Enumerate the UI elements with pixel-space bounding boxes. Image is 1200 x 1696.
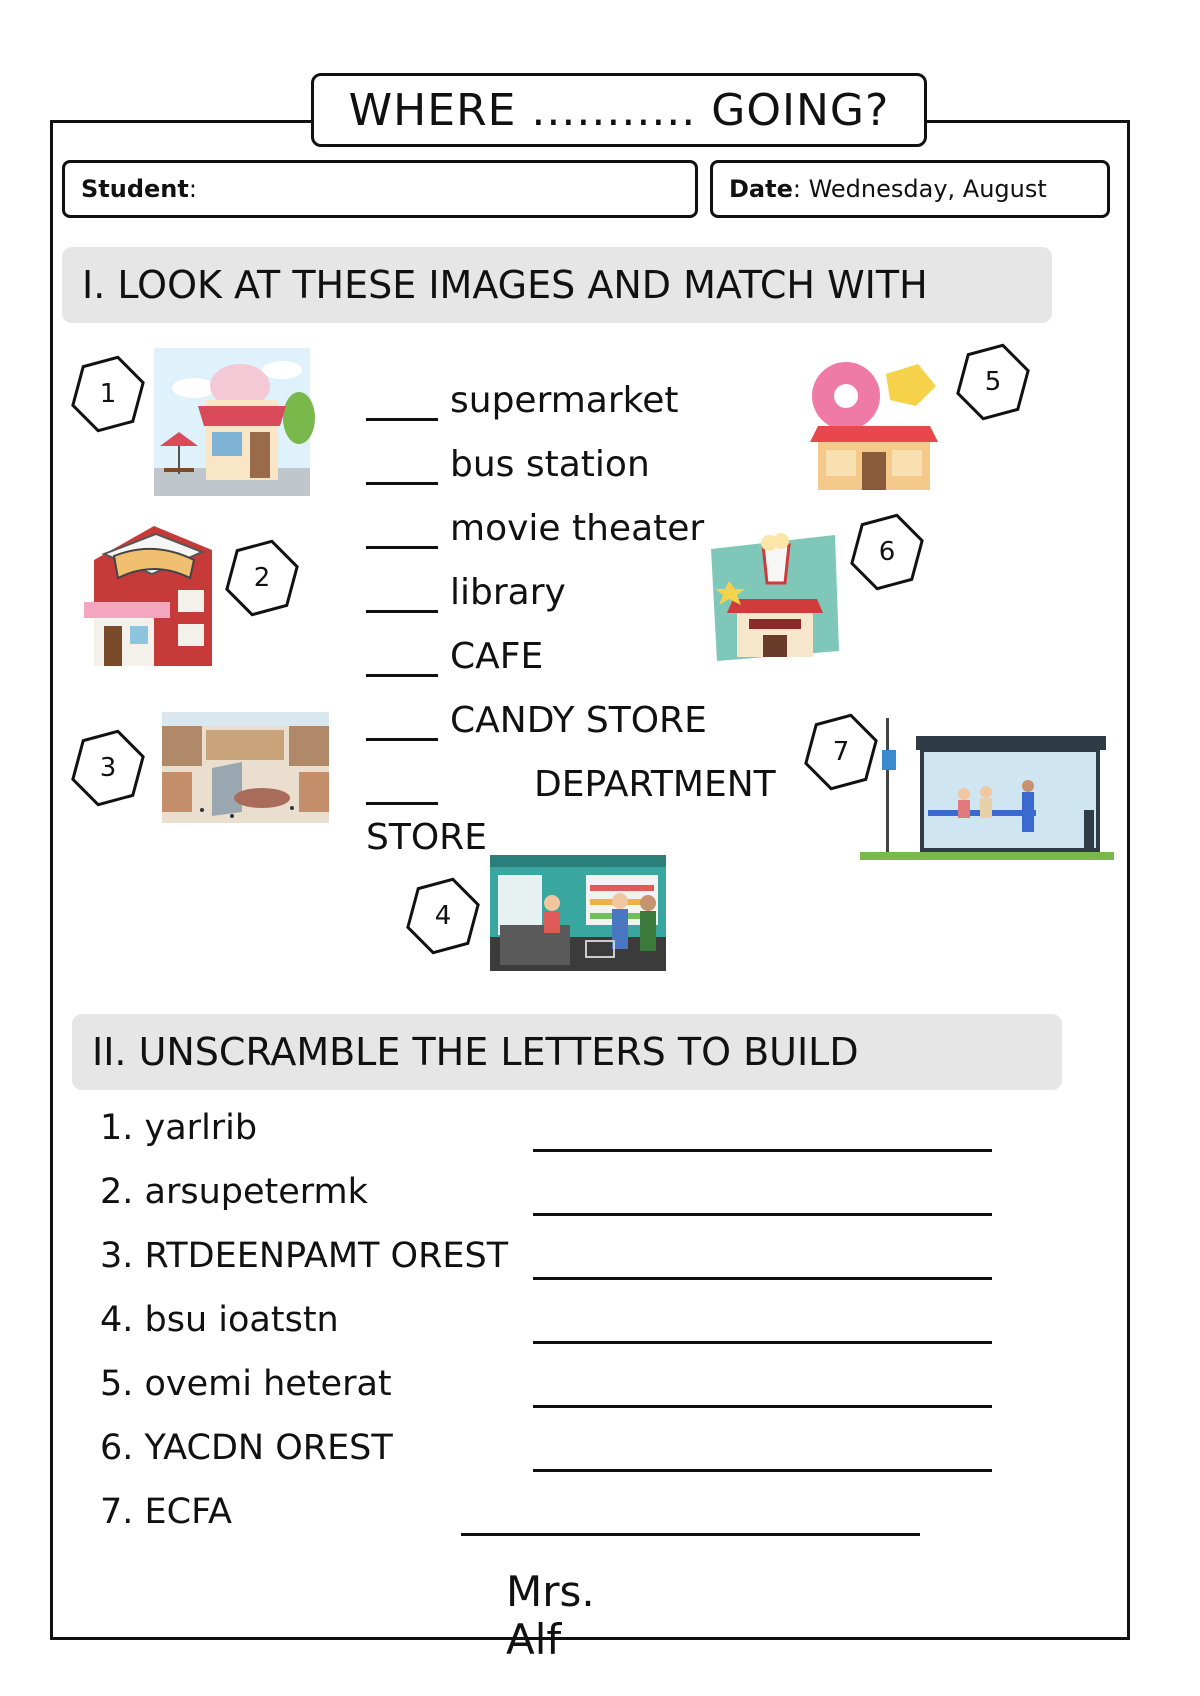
section1-heading: I. LOOK AT THESE IMAGES AND MATCH WITH [62,247,1052,323]
worksheet-title: WHERE ........... GOING? [311,73,927,147]
supermarket-picture [490,855,666,971]
date-field[interactable] [710,160,1110,218]
unscramble-item-4: 4. bsu ioatstn [100,1300,339,1340]
match-option-5: CAFE [366,636,543,677]
date-value: : Wednesday, August [792,175,1047,203]
number-badge-3: 3 [73,728,143,808]
answer-line-4[interactable] [533,1341,992,1344]
unscramble-item-2: 2. arsupetermk [100,1172,368,1212]
date-label: Date [729,175,793,203]
section2-heading: II. UNSCRAMBLE THE LETTERS TO BUILD [72,1014,1062,1090]
match-option-4: library [366,572,566,613]
answer-line-1[interactable] [533,1149,992,1152]
answer-blank[interactable] [366,768,438,805]
department-store-picture [162,712,329,823]
number-badge-4: 4 [408,876,478,956]
teacher-signature: Mrs. Alf [506,1567,595,1664]
number-badge-1: 1 [73,354,143,434]
answer-blank[interactable] [366,384,438,421]
unscramble-item-3: 3. RTDEENPAMT OREST [100,1236,509,1276]
library-picture [74,520,218,666]
match-option-7: DEPARTMENT [366,764,776,805]
answer-line-5[interactable] [533,1405,992,1408]
number-badge-6: 6 [852,512,922,592]
answer-blank[interactable] [366,640,438,677]
match-option-7-overflow: STORE [366,817,487,858]
unscramble-item-1: 1. yarlrib [100,1108,258,1148]
match-option-1: supermarket [366,380,679,421]
number-badge-2: 2 [227,538,297,618]
match-option-6: CANDY STORE [366,700,707,741]
student-label: Student [81,175,189,203]
match-option-3: movie theater [366,508,704,549]
answer-line-3[interactable] [533,1277,992,1280]
answer-blank[interactable] [366,576,438,613]
answer-line-6[interactable] [533,1469,992,1472]
match-option-2: bus station [366,444,650,485]
number-badge-7: 7 [806,712,876,792]
unscramble-item-5: 5. ovemi heterat [100,1364,392,1404]
student-field[interactable] [62,160,698,218]
answer-line-2[interactable] [533,1213,992,1216]
answer-blank[interactable] [366,512,438,549]
number-badge-5: 5 [958,342,1028,422]
answer-line-7[interactable] [461,1533,920,1536]
answer-blank[interactable] [366,704,438,741]
student-value: : [188,175,197,203]
movie-theater-picture [711,535,839,665]
cafe-picture [154,348,310,496]
candy-store-picture [806,356,942,494]
answer-blank[interactable] [366,448,438,485]
bus-station-picture [860,714,1114,864]
unscramble-item-7: 7. ECFA [100,1492,232,1532]
unscramble-item-6: 6. YACDN OREST [100,1428,393,1468]
